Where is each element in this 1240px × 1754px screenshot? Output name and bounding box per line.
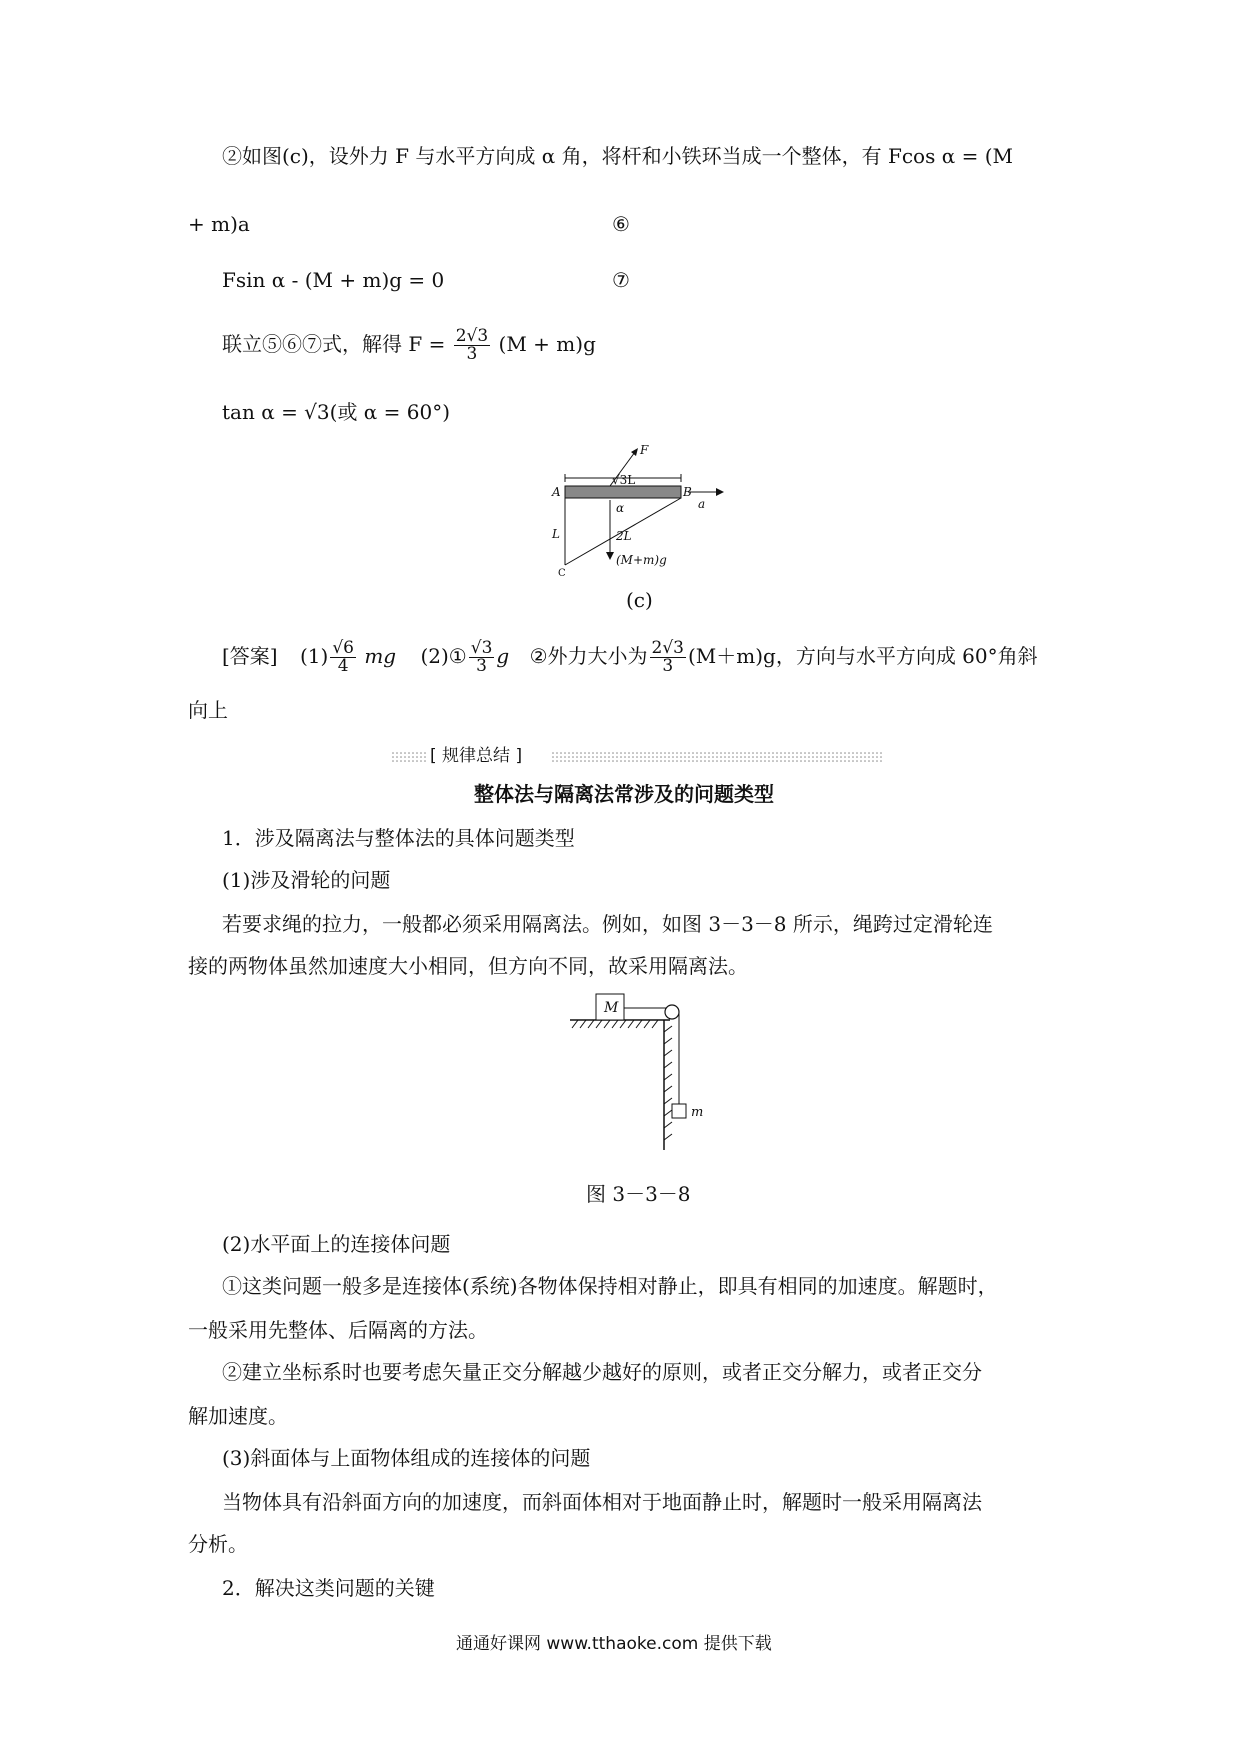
text-span: mg	[364, 644, 397, 668]
figure-caption: (c)	[626, 588, 653, 612]
block-m-small	[672, 1104, 686, 1118]
equation-line: Fsin α - (M + m)g = 0	[222, 268, 445, 292]
arrow-head	[716, 488, 724, 496]
text-line: + m)a	[188, 212, 250, 236]
label-a-point: A	[552, 485, 561, 499]
text-span: (2)①	[420, 644, 467, 668]
label-l: L	[552, 527, 560, 541]
pulley	[665, 1005, 679, 1019]
text-line: 一般采用先整体、后隔离的方法。	[188, 1318, 488, 1342]
fraction-denominator: 3	[662, 656, 674, 676]
equation-number: ⑦	[612, 268, 630, 292]
fraction-numerator: √6	[332, 638, 354, 658]
dotted-fill-left	[392, 751, 426, 763]
answer-label: [答案]	[222, 644, 278, 668]
label-c-point: C	[558, 568, 566, 579]
text-line: ①这类问题一般多是连接体(系统)各物体保持相对静止，即具有相同的加速度。解题时，	[222, 1274, 998, 1298]
text-span: 联立⑤⑥⑦式，解得 F =	[222, 332, 446, 356]
section-heading: 2．解决这类问题的关键	[222, 1576, 435, 1600]
text-span: (1)	[299, 644, 329, 668]
text-span: (M＋m)g，方向与水平方向成 60°角斜	[687, 644, 1038, 668]
table-hatching	[572, 1020, 658, 1028]
text-line: 当物体具有沿斜面方向的加速度，而斜面体相对于地面静止时，解题时一般采用隔离法	[222, 1490, 982, 1514]
equation-number: ⑥	[612, 212, 630, 236]
label-2l: 2L	[616, 529, 632, 543]
dotted-fill-right	[552, 751, 884, 763]
text-line: 接的两物体虽然加速度大小相同，但方向不同，故采用隔离法。	[188, 954, 748, 978]
text-line: 向上	[188, 698, 228, 722]
subsection-heading: (1)涉及滑轮的问题	[222, 868, 391, 892]
arrow-head	[606, 552, 614, 560]
sqrt3l-label: √3L	[612, 473, 636, 487]
label-force: F	[640, 443, 649, 457]
text-span: (M + m)g	[498, 332, 596, 356]
subsection-heading: (3)斜面体与上面物体组成的连接体的问题	[222, 1446, 591, 1470]
fraction-denominator: 3	[476, 656, 487, 676]
fraction-numerator: 2√3	[651, 638, 684, 658]
fraction-denominator: 4	[337, 656, 349, 676]
figure-3-3-8	[560, 986, 730, 1158]
label-acceleration: a	[698, 497, 706, 511]
arrow-head	[631, 448, 638, 456]
page-footer: 通通好课网 www.tthaoke.com 提供下载	[456, 1634, 772, 1654]
figure-c	[540, 440, 740, 580]
label-weight: (M+m)g	[616, 553, 667, 567]
fraction	[469, 640, 495, 675]
fraction	[454, 328, 490, 363]
wall-hatching	[664, 1026, 672, 1140]
text-line: ②建立坐标系时也要考虑矢量正交分解越少越好的原则，或者正交分解力，或者正交分	[222, 1360, 982, 1384]
fraction	[330, 640, 356, 675]
section-heading: 1．涉及隔离法与整体法的具体问题类型	[222, 826, 575, 850]
label-alpha: α	[616, 501, 625, 515]
fraction-denominator: 3	[466, 344, 478, 364]
text-span: g	[496, 644, 510, 668]
equation-line	[222, 324, 596, 364]
label-mass-large: M	[604, 1000, 619, 1016]
text-line: 分析。	[188, 1532, 248, 1556]
figure-caption: 图 3－3－8	[586, 1182, 691, 1206]
fraction-numerator: 2√3	[455, 326, 489, 346]
summary-tag: [ 规律总结 ]	[430, 746, 523, 766]
answer-line	[222, 636, 1038, 676]
equation-line: tan α = √3(或 α = 60°)	[222, 400, 451, 424]
text-line: ②如图(c)，设外力 F 与水平方向成 α 角，将杆和小铁环当成一个整体，有 Fcos α = (M	[222, 144, 1013, 168]
subsection-heading: (2)水平面上的连接体问题	[222, 1232, 451, 1256]
fraction	[650, 640, 686, 675]
label-mass-small: m	[691, 1105, 704, 1120]
label-b-point: B	[683, 485, 692, 499]
text-line: 若要求绳的拉力，一般都必须采用隔离法。例如，如图 3－3－8 所示，绳跨过定滑轮连	[222, 912, 993, 936]
summary-title: 整体法与隔离法常涉及的问题类型	[474, 782, 774, 806]
rod-ab	[565, 486, 681, 498]
text-line: 解加速度。	[188, 1404, 288, 1428]
text-span: ②外力大小为	[529, 644, 648, 668]
fraction-numerator: √3	[470, 638, 493, 658]
